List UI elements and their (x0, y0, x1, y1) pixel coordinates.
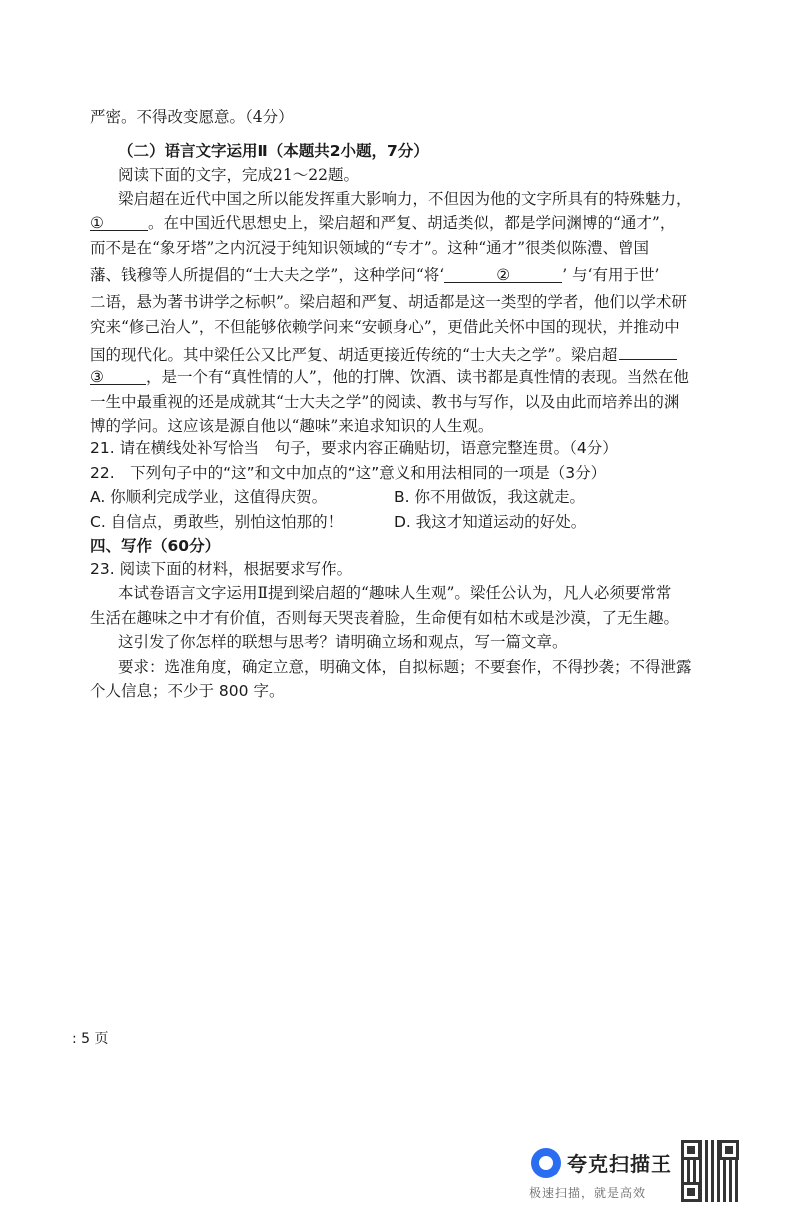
passage-line: 二语，悬为著书讲学之标帜”。梁启超和严复、胡适都是这一类型的学者，他们以学术研 (90, 293, 687, 311)
answer-blank-1[interactable] (90, 212, 148, 231)
quark-logo-icon (531, 1148, 561, 1178)
requirements-line: 要求：选准角度，确定立意，明确文体，自拟标题；不要套作，不得抄袭；不得泄露 (118, 658, 692, 676)
answer-blank-3[interactable] (90, 366, 146, 385)
qr-finder-pattern (681, 1140, 701, 1160)
question-22: 22. 下列句子中的“这”和文中加点的“这”意义和用法相同的一项是（3分） (90, 464, 607, 482)
passage-line: 梁启超在近代中国之所以能发挥重大影响力，不但因为他的文字所具有的特殊魅力， (118, 190, 692, 208)
qr-code-icon (681, 1140, 739, 1202)
section-heading: （二）语言文字运用Ⅱ（本题共2小题，7分） (118, 142, 429, 160)
instruction-text: 阅读下面的文字，完成21～22题。 (118, 166, 359, 184)
passage-line: 而不是在“象牙塔”之内沉浸于纯知识领域的“专才”。这种“通才”很类似陈澧、曾国 (90, 239, 650, 257)
brand-name: 夸克扫描王 (567, 1152, 672, 1176)
passage-text: ’ 与‘有用于世’ (562, 266, 660, 284)
passage-text: ，是一个有“真性情的人”，他的打牌、饮酒、读书都是真性情的表现。当然在他 (146, 368, 689, 386)
passage-line: 究来“修己治人”，不但能够依赖学问来“安顿身心”，更借此关怀中国的现状，并推动中 (90, 318, 680, 336)
passage-text: 。在中国近代思想史上，梁启超和严复、胡适类似，都是学问渊博的“通才”， (148, 214, 676, 232)
passage-line: 一生中最重视的还是成就其“士大夫之学”的阅读、教书与写作，以及由此而培养出的渊 (90, 393, 680, 411)
option-d[interactable]: D. 我这才知道运动的好处。 (394, 513, 587, 531)
answer-blank-2[interactable] (444, 264, 562, 283)
requirements-line: 个人信息；不少于 800 字。 (90, 682, 285, 700)
passage-line: 博的学问。这应该是源自他以“趣味”来追求知识的人生观。 (90, 417, 494, 435)
qr-finder-pattern (681, 1182, 701, 1202)
passage-line (90, 341, 710, 366)
blank-number: ③ (90, 368, 104, 386)
passage-text: 国的现代化。其中梁任公又比严复、胡适更接近传统的“士大夫之学”。梁启超 (90, 346, 618, 364)
option-a[interactable]: A. 你顺利完成学业，这值得庆贺。 (90, 488, 328, 506)
scanner-watermark (525, 1140, 685, 1204)
blank-number: ② (496, 266, 511, 284)
prompt-line: 本试卷语言文字运用Ⅱ提到梁启超的“趣味人生观”。梁任公认为，凡人必须要常常 (118, 584, 672, 602)
brand-tagline: 极速扫描，就是高效 (529, 1186, 647, 1200)
prompt-line: 这引发了你怎样的联想与思考？请明确立场和观点，写一篇文章。 (118, 633, 568, 651)
writing-section-heading: 四、写作（60分） (90, 537, 221, 555)
option-c[interactable]: C. 自信点，勇敢些，别怕这怕那的！ (90, 513, 344, 531)
page-number: : 5 页 (72, 1031, 109, 1047)
question-21: 21. 请在横线处补写恰当 句子，要求内容正确贴切，语意完整连贯。（4分） (90, 439, 618, 457)
passage-line (90, 212, 710, 234)
blank-number: ① (90, 214, 104, 232)
question-23: 23. 阅读下面的材料，根据要求写作。 (90, 560, 353, 578)
qr-finder-pattern (719, 1140, 739, 1160)
answer-blank-3-start[interactable] (619, 341, 677, 360)
option-b[interactable]: B. 你不用做饭，我这就走。 (394, 488, 585, 506)
text-line: 严密。不得改变愿意。（4分） (90, 108, 294, 126)
prompt-line: 生活在趣味之中才有价值，否则每天哭丧着脸，生命便有如枯木或是沙漠，了无生趣。 (90, 609, 680, 627)
passage-line (90, 264, 710, 286)
passage-text: 藩、钱穆等人所提倡的“士大夫之学”，这种学问“将‘ (90, 266, 445, 284)
passage-line (90, 366, 710, 388)
